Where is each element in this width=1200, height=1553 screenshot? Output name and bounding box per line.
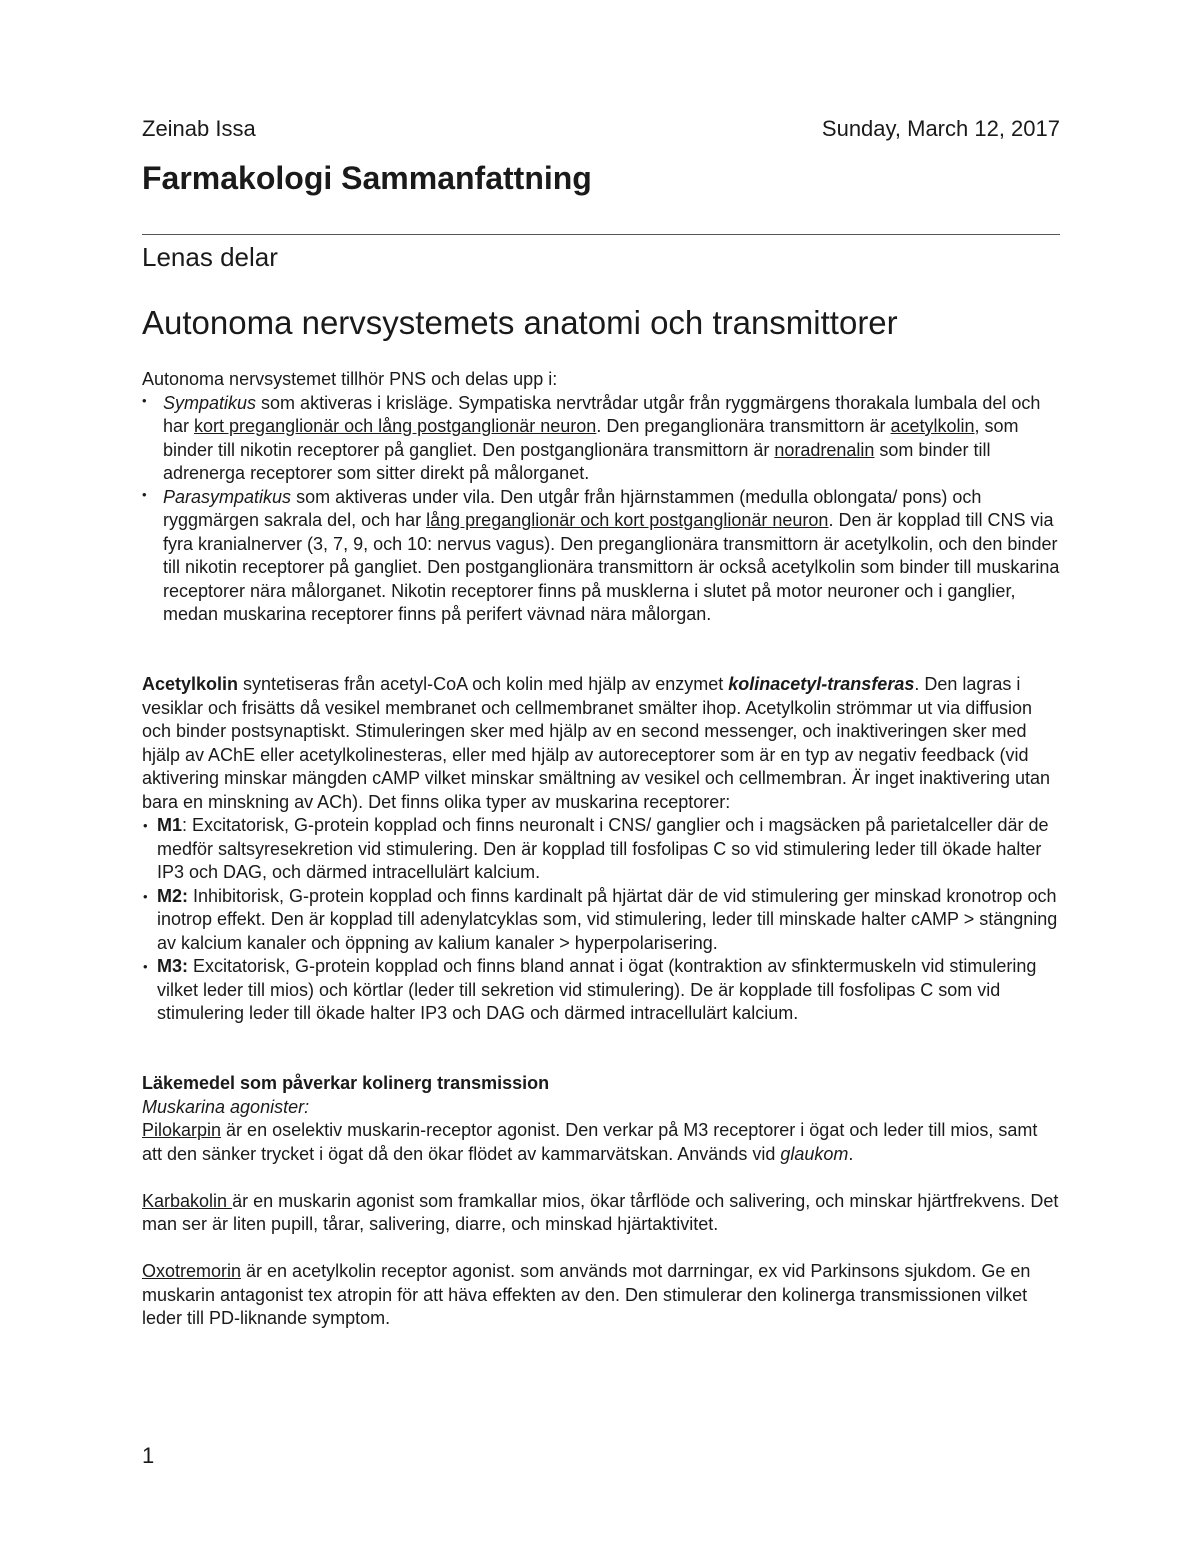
drug-name-oxotremorin: Oxotremorin: [142, 1261, 242, 1281]
list-item-parasympatikus: • Parasympatikus som aktiveras under vila. Den utgår från hjärnstammen (medulla oblongata/ pons) och ryggmärgen sakrala del, och har lång preganglionär och kort postganglionär neuron. Den är kopplad till CNS via fyra kranialnerver (3, 7, 9, och 10: nervus vagus). Den preganglionära transmittorn är acetylkolin, och den binder till nikotin receptorer på gangliet. Den postganglionära transmittorn är också acetylkolin som binder till muskarina receptorer nära målorganet. Nikotin receptorer finns på musklerna i slutet på motor neuroner och i ganglier, medan muskarina receptorer finns på perifert vävnad nära målorgan.: [142, 486, 1060, 627]
paragraph-gap: [142, 1237, 1060, 1261]
term-acetylkolin: Acetylkolin: [142, 674, 239, 694]
list-item-sympatikus: • Sympatikus som aktiveras i krisläge. Sympatiska nervtrådar utgår från ryggmärgens thorakala lumbala del och har kort preganglionär och lång postganglionär neuron. Den preganglionära transmittorn är acetylkolin, som binder till nikotin receptorer på gangliet. Den postganglionära transmittorn är noradrenalin som binder till adrenerga receptorer som sitter direkt på målorganet.: [142, 392, 1060, 486]
section-title: Lenas delar: [142, 242, 278, 272]
karbakolin-paragraph: Karbakolin är en muskarin agonist som framkallar mios, ökar tårflöde och salivering, och minskar hjärtfrekvens. Det man ser är liten pupill, tårar, salivering, diarre, och minskad hjärtaktivitet.: [142, 1190, 1059, 1234]
term-glaukom: glaukom: [780, 1143, 849, 1164]
author-name: Zeinab Issa: [142, 116, 256, 141]
list-item-m2: • M2: Inhibitorisk, G-protein kopplad och finns kardinalt på hjärtat där de vid stimulering ger minskad kronotrop och inotrop effekt. Den är kopplad till adenylatcyklas som, vid stimulering, leder till minskade halter cAMP > stängning av kalcium kanaler och öppning av kalium kanaler > hyperpolarisering.: [142, 885, 1060, 956]
term-enzyme: kolinacetyl-transferas: [728, 674, 915, 694]
intro-block: [142, 368, 1060, 627]
paragraph-gap: [142, 1166, 1060, 1190]
drugs-block: [142, 1072, 1060, 1331]
acetylkolin-block: [142, 673, 1060, 1026]
term-parasympatikus: Parasympatikus: [163, 486, 292, 507]
drug-name-pilokarpin: Pilokarpin: [142, 1120, 222, 1140]
term-sympatikus: Sympatikus: [163, 392, 257, 413]
document-date: Sunday, March 12, 2017: [821, 116, 1060, 141]
pilokarpin-paragraph: Pilokarpin är en oselektiv muskarin-receptor agonist. Den verkar på M3 receptorer i ögat och leder till mios, samt att den sänker trycket i ögat då den ökar flödet av kammarvätskan. Används vid glaukom.: [142, 1120, 1038, 1164]
drugs-heading: Läkemedel som påverkar kolinerg transmission: [142, 1073, 550, 1093]
list-item-m3: • M3: Excitatorisk, G-protein kopplad och finns bland annat i ögat (kontraktion av sfinktermuskeln vid stimulering vilket leder till mios) och körtlar (leder till sekretion vid stimulering). De är kopplade till fosfolipas C som vid stimulering leder till ökade halter IP3 och DAG och därmed intracellulärt kalcium.: [142, 955, 1060, 1026]
main-heading: Autonoma nervsystemets anatomi och transmittorer: [142, 304, 898, 341]
list-item-m1: • M1: Excitatorisk, G-protein kopplad och finns neuronalt i CNS/ ganglier och i magsäcken på parietalceller där de medför saltsyresekretion vid stimulering. Den är kopplad till fosfolipas C so vid stimulering leder till ökade halter IP3 och DAG, och därmed intracellulärt kalcium.: [142, 814, 1060, 885]
document-title: Farmakologi Sammanfattning: [142, 160, 592, 196]
acetylkolin-paragraph: Acetylkolin syntetiseras från acetyl-CoA och kolin med hjälp av enzymet kolinacetyl-transferas. Den lagras i vesiklar och frisätts då vesikel membranet och cellmembranet smälter ihop. Acetylkolin strömmar ut via diffusion och binder postsynaptiskt. Stimuleringen sker med hjälp av en second messenger, och inaktiveringen sker med hjälp av AChE eller acetylkolinesteras, eller med hjälp av autoreceptorer som är en typ av negativ feedback (vid aktivering minskar mängden cAMP vilket minskar smältning av vesikel och cellmembran. Är inget inaktivering utan bara en minskning av ACh). Det finns olika typer av muskarina receptorer:: [142, 674, 1051, 812]
ans-division-list: [142, 392, 1060, 627]
underline-noradrenalin: noradrenalin: [774, 439, 875, 460]
underline-neuron-sympatikus: kort preganglionär och lång postganglionär neuron: [194, 416, 597, 436]
title-divider: [142, 234, 1060, 235]
document-header: [142, 116, 1060, 148]
receptor-list: [142, 814, 1060, 1026]
underline-acetylkolin: acetylkolin: [890, 416, 975, 436]
drug-name-karbakolin: Karbakolin: [142, 1190, 233, 1211]
intro-lead: Autonoma nervsystemet tillhör PNS och delas upp i:: [142, 369, 558, 389]
oxotremorin-paragraph: Oxotremorin är en acetylkolin receptor agonist. som används mot darrningar, ex vid Parkinsons sjukdom. Ge en muskarin antagonist tex atropin för att häva effekten av den. Den stimulerar den kolinerga transmissionen vilket leder till PD-liknande symptom.: [142, 1261, 1031, 1328]
page-number: 1: [142, 1443, 155, 1468]
underline-neuron-parasympatikus: lång preganglionär och kort postganglionär neuron: [426, 510, 829, 530]
drugs-subheading: Muskarina agonister:: [142, 1096, 310, 1117]
